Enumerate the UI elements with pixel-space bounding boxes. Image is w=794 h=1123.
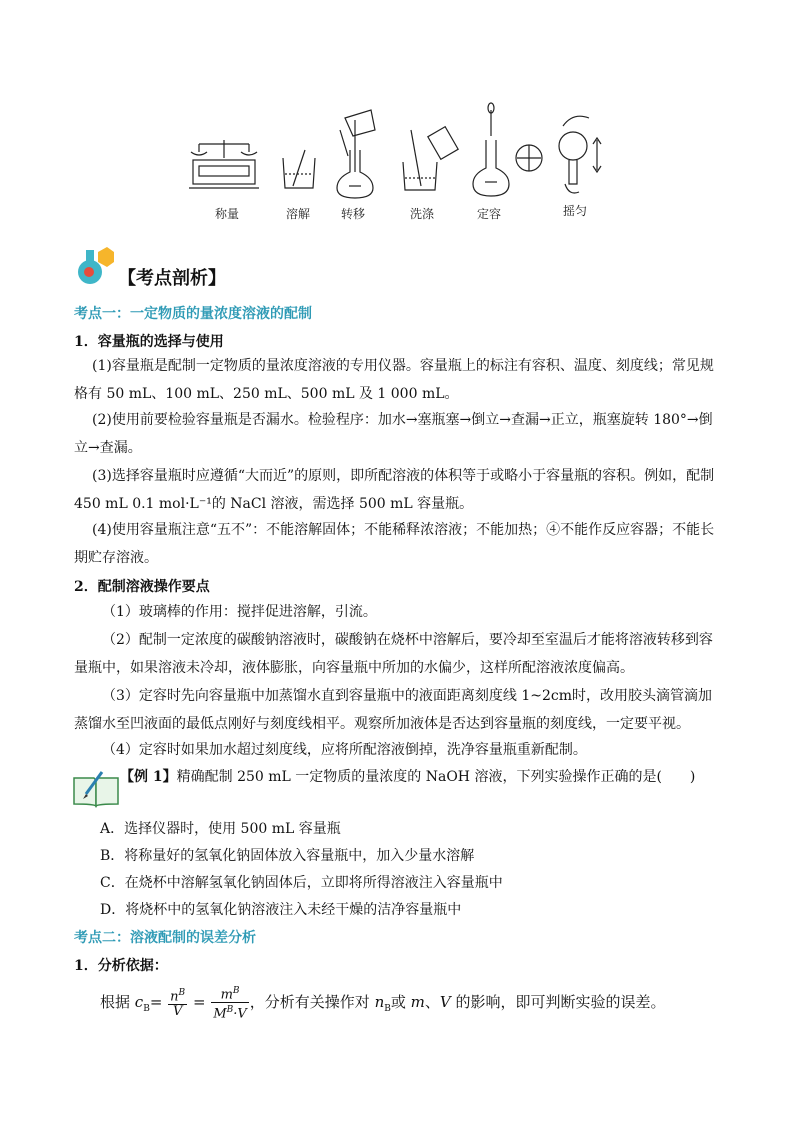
caption-shake: 摇匀 [563, 204, 588, 218]
notebook-pencil-icon [72, 770, 120, 808]
paragraph: (2)使用前要检验容量瓶是否漏水。检验程序：加水→塞瓶塞→倒立→查漏→正立，瓶塞旋转 180°→倒立→查漏。 [74, 412, 713, 456]
fraction-m-over-mv: $\frac{m^B}{M^B\cdot V}$ [213, 986, 247, 1022]
topic1-heading: 考点一：一定物质的量浓度溶液的配制 [74, 306, 312, 322]
fraction-n-over-v: $\frac{n^B}{V}$ [170, 988, 186, 1020]
option-a: A．选择仪器时，使用 500 mL 容量瓶 [100, 821, 341, 837]
apparatus-illustration [185, 100, 625, 220]
topic1-sub2-heading: 2．配制溶液操作要点 [74, 579, 210, 595]
paragraph: (4)使用容量瓶注意“五不”：不能溶解固体；不能稀释浓溶液；不能加热；④不能作反应容器；不能长期贮存溶液。 [74, 522, 715, 566]
section-title: 【考点剖析】 [118, 268, 226, 289]
caption-dissolve: 溶解 [286, 207, 311, 221]
paragraph: （2）配制一定浓度的碳酸钠溶液时，碳酸钠在烧杯中溶解后，要冷却至室温后才能将溶液转移到容量瓶中，如果溶液未冷却，液体膨胀，向容量瓶中所加的水偏少，这样所配溶液浓度偏高。 [74, 632, 713, 676]
option-d: D．将烧杯中的氢氧化钠溶液注入未经干燥的洁净容量瓶中 [100, 902, 462, 918]
option-c: C．在烧杯中溶解氢氧化钠固体后，立即将所得溶液注入容量瓶中 [100, 875, 503, 891]
topic2-sub1-heading: 1．分析依据： [74, 958, 168, 974]
topic2-heading: 考点二：溶液配制的误差分析 [74, 930, 256, 946]
caption-weigh: 称量 [215, 207, 240, 221]
analysis-formula: 根据 $c_B=$ $\frac{n^B}{V}$ = $\frac{m^B}{M^B\cdot V}$ ，分析有关操作对 $n_B$或 m、V 的影响，即可判断实验的误差。 [100, 986, 666, 1022]
paragraph: (3)选择容量瓶时应遵循“大而近”的原则，即所配溶液的体积等于或略小于容量瓶的容积。例如，配制 450 mL 0.1 mol·L⁻¹的 NaCl 溶液，需选择 500 mL 容量瓶。 [74, 468, 715, 512]
option-b: B．将称量好的氢氧化钠固体放入容量瓶中，加入少量水溶解 [100, 848, 475, 864]
paragraph: （3）定容时先向容量瓶中加蒸馏水直到容量瓶中的液面距离刻度线 1~2cm时，改用胶头滴管滴加蒸馏水至凹液面的最低点刚好与刻度线相平。观察所加液体是否达到容量瓶的刻度线，一定要平视。 [74, 688, 713, 732]
paragraph: (1)容量瓶是配制一定物质的量浓度溶液的专用仪器。容量瓶上的标注有容积、温度、刻度线；常见规格有 50 mL、100 mL、250 mL、500 mL 及 1 000 mL。 [74, 358, 714, 402]
paragraph: （1）玻璃棒的作用：搅拌促进溶解，引流。 [102, 604, 377, 620]
shaking-flask-icon [559, 116, 601, 193]
washing-beaker-icon [403, 127, 458, 190]
balance-icon [189, 140, 259, 188]
preparation-steps-figure [185, 100, 625, 220]
topic1-sub1-heading: 1．容量瓶的选择与使用 [74, 334, 224, 350]
beaker-stirring-icon [283, 150, 315, 188]
transfer-flask-icon [337, 110, 375, 198]
flask-icon [74, 246, 114, 286]
caption-fix-volume: 定容 [477, 207, 502, 221]
example-question: 【例 1】精确配制 250 mL 一定物质的量浓度的 NaOH 溶液，下列实验操作正确的是( ) [120, 769, 696, 785]
volumetric-flask-dropper-icon [473, 103, 542, 196]
paragraph: （4）定容时如果加水超过刻度线，应将所配溶液倒掉，洗净容量瓶重新配制。 [102, 742, 587, 758]
caption-transfer: 转移 [341, 207, 366, 221]
caption-wash: 洗涤 [410, 207, 435, 221]
